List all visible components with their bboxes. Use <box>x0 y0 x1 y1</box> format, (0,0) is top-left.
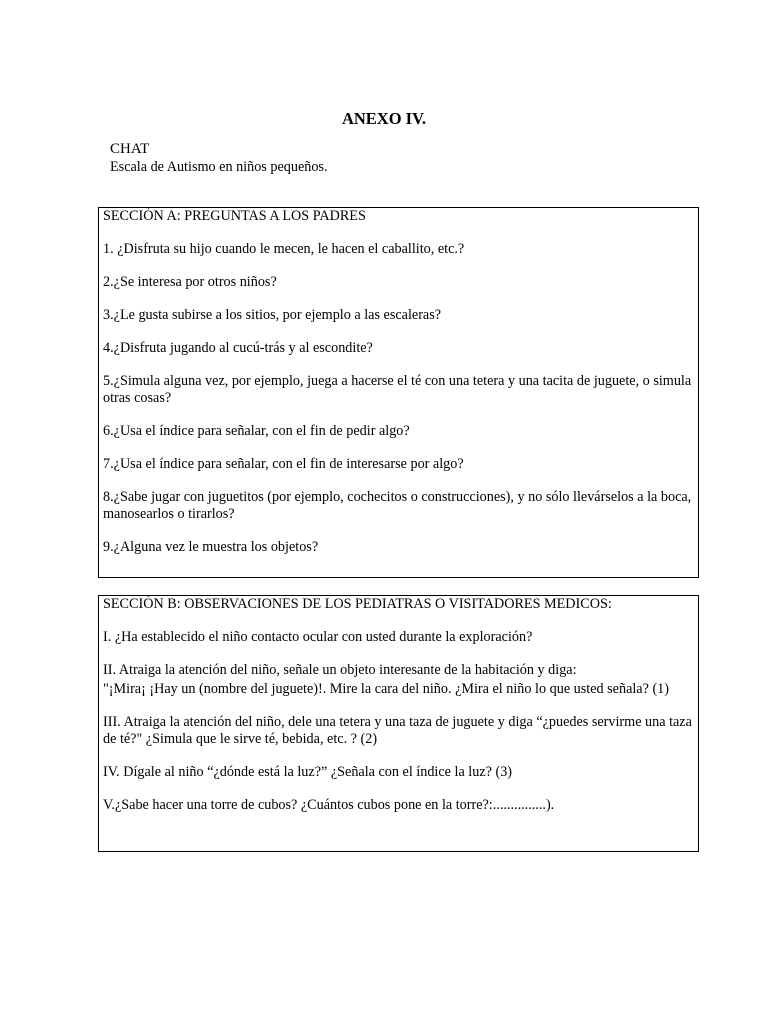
question-3: 3.¿Le gusta subirse a los sitios, por ejemplo a las escaleras? <box>103 307 442 323</box>
question-8: 8.¿Sabe jugar con juguetitos (por ejemplo, cochecitos o construcciones), y no sólo llevárselos a la boca, manosearlos o tirarlos? <box>103 489 692 522</box>
section-a-box <box>98 207 699 578</box>
observation-3: III. Atraiga la atención del niño, dele una tetera y una taza de juguete y diga “¿puedes servirme una taza de té?" ¿Simula que le sirve té, bebida, etc. ? (2) <box>103 714 692 747</box>
observation-2-question: "¡Mira¡ ¡Hay un (nombre del juguete)!. Mire la cara del niño. ¿Mira el niño lo que usted señala? (1) <box>103 681 669 697</box>
question-7: 7.¿Usa el índice para señalar, con el fin de interesarse por algo? <box>103 456 464 472</box>
document-name: CHAT <box>110 141 150 157</box>
observation-2-instruction: II. Atraiga la atención del niño, señale un objeto interesante de la habitación y diga: <box>103 662 577 678</box>
question-9: 9.¿Alguna vez le muestra los objetos? <box>103 539 319 555</box>
observation-5: V.¿Sabe hacer una torre de cubos? ¿Cuántos cubos pone en la torre?:...............). <box>103 797 555 813</box>
question-1: 1. ¿Disfruta su hijo cuando le mecen, le hacen el caballito, etc.? <box>103 241 465 257</box>
question-6: 6.¿Usa el índice para señalar, con el fin de pedir algo? <box>103 423 410 439</box>
observation-1: I. ¿Ha establecido el niño contacto ocular con usted durante la exploración? <box>103 629 533 645</box>
document-title: ANEXO IV. <box>341 109 427 128</box>
section-a-heading: SECCIÓN A: PREGUNTAS A LOS PADRES <box>103 208 366 224</box>
section-b-heading: SECCIÓN B: OBSERVACIONES DE LOS PEDIATRAS O VISITADORES MEDICOS: <box>103 596 612 612</box>
document-subtitle: Escala de Autismo en niños pequeños. <box>110 159 328 175</box>
section-b-box <box>98 595 699 852</box>
question-2: 2.¿Se interesa por otros niños? <box>103 274 277 290</box>
question-5: 5.¿Simula alguna vez, por ejemplo, juega a hacerse el té con una tetera y una tacita de juguete, o simula otras cosas? <box>103 373 692 406</box>
observation-4: IV. Dígale al niño “¿dónde está la luz?” ¿Señala con el índice la luz? (3) <box>103 764 513 780</box>
question-4: 4.¿Disfruta jugando al cucú-trás y al escondite? <box>103 340 373 356</box>
